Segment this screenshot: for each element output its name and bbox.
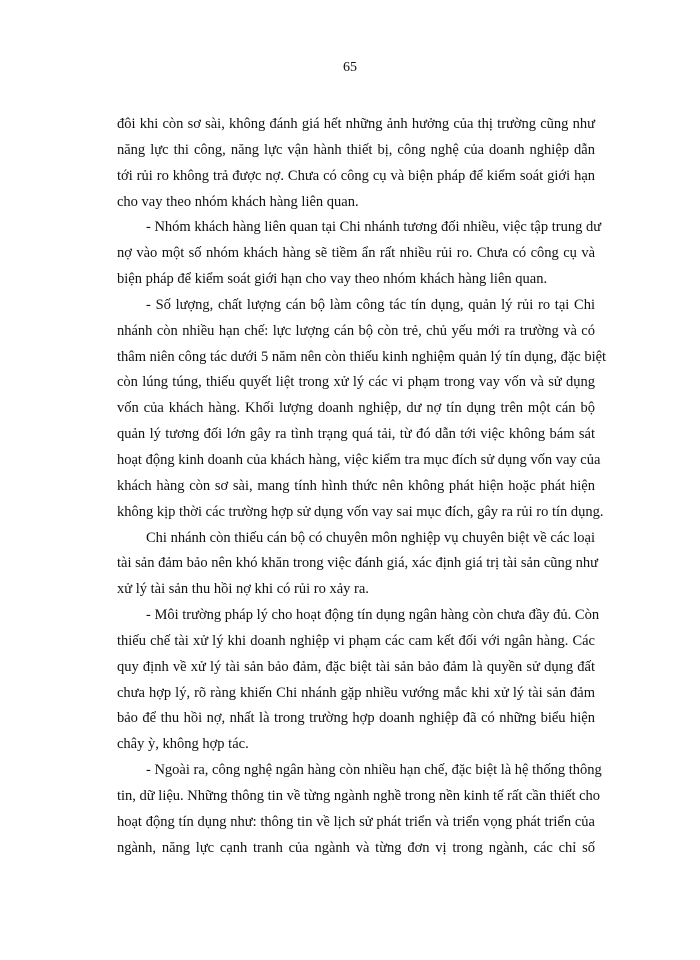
text-line: bảo để thu hồi nợ, nhất là trong trường hợp doanh nghiệp đã có những biểu hiện: [117, 710, 595, 727]
text-line: quản lý tương đối lớn gây ra tình trạng quá tải, từ đó dẫn tới việc không bám sát: [117, 426, 595, 443]
text-line: nợ vào một số nhóm khách hàng sẽ tiềm ẩn rất nhiều rủi ro. Chưa có công cụ và: [117, 245, 595, 262]
paragraph: [117, 112, 595, 215]
text-line: xử lý tài sản thu hồi nợ khi có rủi ro xảy ra.: [117, 581, 369, 598]
text-line: hoạt động tín dụng như: thông tin về lịch sử phát triển và triển vọng phát triển của: [117, 813, 595, 830]
paragraph: [117, 215, 602, 293]
text-line: - Ngoài ra, công nghệ ngân hàng còn nhiều hạn chế, đặc biệt là hệ thống thông: [146, 762, 602, 779]
text-line: tài sản đảm bảo nên khó khăn trong việc đánh giá, xác định giá trị tài sản cũng như: [117, 555, 598, 572]
text-line: quy định về xử lý tài sản bảo đảm, đặc biệt tài sản bảo đảm là quyền sử dụng đất: [117, 658, 595, 675]
text-line: khách hàng còn sơ sài, mang tính hình thức nên không phát hiện hoặc phát hiện: [117, 477, 595, 494]
text-line: tới rủi ro không trả được nợ. Chưa có công cụ và biện pháp để kiểm soát giới hạn: [117, 167, 595, 184]
text-line: còn lúng túng, thiếu quyết liệt trong xử lý các vi phạm trong vay vốn và sử dụng: [117, 374, 595, 391]
paragraph: [117, 758, 602, 861]
paragraph: [117, 293, 607, 526]
text-line: chây ỳ, không hợp tác.: [117, 736, 249, 753]
text-line: hoạt động kinh doanh của khách hàng, việc kiểm tra mục đích sử dụng vốn vay của: [117, 451, 601, 468]
text-line: thâm niên công tác dưới 5 năm nên còn thiếu kinh nghiệm quản lý tín dụng, đặc biệt: [117, 348, 607, 365]
paragraph: [117, 526, 598, 604]
text-line: không kịp thời các trường hợp sử dụng vốn vay sai mục đích, gây ra rủi ro tín dụng.: [117, 503, 604, 520]
page-number: 65: [343, 60, 357, 75]
text-line: - Môi trường pháp lý cho hoạt động tín dụng ngân hàng còn chưa đầy đủ. Còn: [146, 607, 600, 624]
text-line: - Nhóm khách hàng liên quan tại Chi nhánh tương đối nhiều, việc tập trung dư: [146, 219, 602, 236]
text-line: nhánh còn nhiều hạn chế: lực lượng cán bộ còn trẻ, chủ yếu mới ra trường và có: [117, 322, 595, 339]
text-line: cho vay theo nhóm khách hàng liên quan.: [117, 193, 359, 210]
text-line: chưa hợp lý, rõ ràng khiến Chi nhánh gặp nhiều vướng mắc khi xử lý tài sản đảm: [117, 684, 595, 701]
text-line: năng lực thi công, năng lực vận hành thiết bị, công nghệ của doanh nghiệp dẫn: [117, 141, 595, 158]
document-body: [117, 112, 607, 861]
text-line: Chi nhánh còn thiếu cán bộ có chuyên môn nghiệp vụ chuyên biệt về các loại: [146, 529, 595, 546]
text-line: đôi khi còn sơ sài, không đánh giá hết những ảnh hưởng của thị trường cũng như: [117, 116, 595, 132]
text-line: ngành, năng lực cạnh tranh của ngành và từng đơn vị trong ngành, các chỉ số: [117, 839, 595, 856]
text-line: tin, dữ liệu. Những thông tin về từng ngành nghề trong nền kinh tế rất cần thiết cho: [117, 787, 601, 804]
text-line: - Số lượng, chất lượng cán bộ làm công tác tín dụng, quản lý rủi ro tại Chi: [146, 296, 595, 313]
text-line: biện pháp để kiểm soát giới hạn cho vay theo nhóm khách hàng liên quan.: [117, 271, 548, 288]
paragraph: [117, 603, 600, 758]
text-line: vốn của khách hàng. Khối lượng doanh nghiệp, dư nợ tín dụng trên một cán bộ: [117, 400, 595, 417]
text-line: thiếu chế tài xử lý khi doanh nghiệp vi phạm các cam kết đối với ngân hàng. Các: [117, 632, 595, 649]
